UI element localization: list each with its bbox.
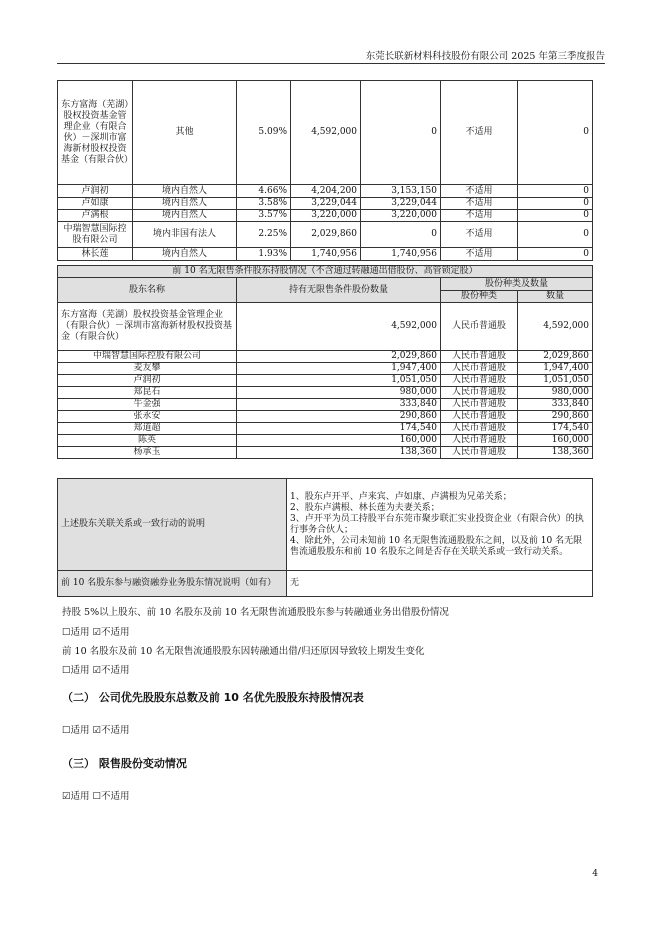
unrestricted-shareholders-table <box>57 265 593 459</box>
cell-qty: 0 <box>518 222 593 248</box>
unrestricted-row <box>58 375 593 387</box>
relationship-line: 4、除此外，公司未知前 10 名无限售流通股股东之间，以及前 10 名无限售流通股股东和前 10 名股东之间是否存在关联关系或一致行动关系。 <box>290 535 583 557</box>
cell-qty: 0 <box>518 81 593 185</box>
cell-shares: 1,947,400 <box>237 363 441 375</box>
cell-shares: 4,592,000 <box>291 81 361 185</box>
unrestricted-row <box>58 423 593 435</box>
col-header-type-group: 股份种类及数量 <box>441 278 593 291</box>
cell-name: 张永安 <box>58 411 237 423</box>
margin-trading-label: 前 10 名股东参与融资融券业务股东情况说明（如有） <box>58 571 287 597</box>
cell-nature: 境内自然人 <box>133 210 237 222</box>
top10-shareholders-table <box>57 80 593 261</box>
cell-restricted: 1,740,956 <box>361 248 441 261</box>
section-restricted-shares-title: （三） 限售股份变动情况 <box>62 757 187 770</box>
margin-trading-value: 无 <box>287 571 593 597</box>
cell-qty: 2,029,860 <box>518 351 593 363</box>
cell-pct: 4.66% <box>237 185 291 198</box>
cell-shares: 174,540 <box>237 423 441 435</box>
cell-type: 人民币普通股 <box>441 387 518 399</box>
cell-restricted: 3,229,044 <box>361 198 441 210</box>
cell-qty: 1,051,050 <box>518 375 593 387</box>
unrestricted-row <box>58 387 593 399</box>
unrestricted-row <box>58 399 593 411</box>
cell-type: 人民币普通股 <box>441 435 518 447</box>
cell-type: 人民币普通股 <box>441 447 518 459</box>
cell-restricted: 3,220,000 <box>361 210 441 222</box>
cell-pledge: 不适用 <box>441 198 518 210</box>
col-header-name: 股东名称 <box>58 278 237 303</box>
relationship-description <box>287 479 593 571</box>
col-header-type: 股份种类 <box>441 291 518 303</box>
cell-name: 卢如康 <box>58 198 133 210</box>
cell-qty: 0 <box>518 248 593 261</box>
cell-nature: 境内非国有法人 <box>133 222 237 248</box>
cell-pct: 3.58% <box>237 198 291 210</box>
unrestricted-row <box>58 363 593 375</box>
cell-shares: 138,360 <box>237 447 441 459</box>
shareholder-row <box>58 198 593 210</box>
relationship-table <box>57 478 593 597</box>
cell-type: 人民币普通股 <box>441 351 518 363</box>
cell-name: 林长莲 <box>58 248 133 261</box>
cell-qty: 333,840 <box>518 399 593 411</box>
cell-pledge: 不适用 <box>441 81 518 185</box>
cell-shares: 2,029,860 <box>291 222 361 248</box>
lending-change-checkbox: ☐适用 ☑不适用 <box>62 665 130 676</box>
cell-shares: 2,029,860 <box>237 351 441 363</box>
unrestricted-row <box>58 447 593 459</box>
cell-nature: 境内自然人 <box>133 198 237 210</box>
cell-name: 卢润初 <box>58 185 133 198</box>
page-number: 4 <box>592 869 598 879</box>
cell-name: 麦友攀 <box>58 363 237 375</box>
cell-qty: 0 <box>518 210 593 222</box>
cell-shares: 160,000 <box>237 435 441 447</box>
lending-change-paragraph: 前 10 名股东及前 10 名无限售流通股股东因转融通出借/归还原因导致较上期发生变化 <box>62 646 425 657</box>
cell-type: 人民币普通股 <box>441 363 518 375</box>
cell-shares: 333,840 <box>237 399 441 411</box>
cell-name: 杨承玉 <box>58 447 237 459</box>
cell-type: 人民币普通股 <box>441 399 518 411</box>
lending-checkbox: ☐适用 ☑不适用 <box>62 627 130 638</box>
cell-qty: 0 <box>518 198 593 210</box>
cell-shares: 980,000 <box>237 387 441 399</box>
relationship-label: 上述股东关联关系或一致行动的说明 <box>58 479 287 571</box>
preferred-checkbox: ☐适用 ☑不适用 <box>62 725 130 736</box>
cell-type: 人民币普通股 <box>441 303 518 351</box>
cell-name: 卢润初 <box>58 375 237 387</box>
shareholder-row <box>58 210 593 222</box>
cell-name: 中瑞智慧国际控股有限公司 <box>58 351 237 363</box>
cell-pct: 5.09% <box>237 81 291 185</box>
relationship-line: 1、股东卢开平、卢来宾、卢如康、卢满根为兄弟关系； <box>290 491 512 502</box>
cell-shares: 4,204,200 <box>291 185 361 198</box>
section-preferred-shares-title: （二） 公司优先股股东总数及前 10 名优先股股东持股情况表 <box>62 691 364 704</box>
cell-shares: 290,860 <box>237 411 441 423</box>
cell-qty: 138,360 <box>518 447 593 459</box>
cell-shares: 1,740,956 <box>291 248 361 261</box>
cell-qty: 980,000 <box>518 387 593 399</box>
unrestricted-row <box>58 303 593 351</box>
cell-name: 牛金强 <box>58 399 237 411</box>
cell-type: 人民币普通股 <box>441 411 518 423</box>
lending-paragraph: 持股 5%以上股东、前 10 名股东及前 10 名无限售流通股股东参与转融通业务出借股份情况 <box>62 607 449 618</box>
unrestricted-table-title: 前 10 名无限售条件股东持股情况（不含通过转融通出借股份、高管锁定股） <box>58 266 593 278</box>
cell-pledge: 不适用 <box>441 222 518 248</box>
cell-pct: 3.57% <box>237 210 291 222</box>
cell-name: 郑道超 <box>58 423 237 435</box>
cell-name: 中瑞智慧国际控股有限公司 <box>58 222 133 248</box>
shareholder-row <box>58 81 593 185</box>
cell-name: 东方富海（芜湖）股权投资基金管理企业（有限合伙）－深圳市富海新材股权投资基金（有限合伙） <box>58 81 133 185</box>
cell-shares: 3,229,044 <box>291 198 361 210</box>
cell-shares: 1,051,050 <box>237 375 441 387</box>
cell-qty: 290,860 <box>518 411 593 423</box>
cell-pct: 1.93% <box>237 248 291 261</box>
cell-pledge: 不适用 <box>441 248 518 261</box>
cell-shares: 4,592,000 <box>237 303 441 351</box>
restricted-checkbox: ☑适用 ☐不适用 <box>62 791 130 802</box>
cell-restricted: 3,153,150 <box>361 185 441 198</box>
cell-pledge: 不适用 <box>441 185 518 198</box>
cell-restricted: 0 <box>361 81 441 185</box>
cell-shares: 3,220,000 <box>291 210 361 222</box>
cell-name: 陈英 <box>58 435 237 447</box>
cell-qty: 4,592,000 <box>518 303 593 351</box>
relationship-line: 3、卢开平为员工持股平台东莞市聚步联汇实业投资企业（有限合伙）的执行事务合伙人； <box>290 513 584 535</box>
cell-restricted: 0 <box>361 222 441 248</box>
cell-nature: 境内自然人 <box>133 185 237 198</box>
shareholder-row <box>58 248 593 261</box>
shareholder-row <box>58 222 593 248</box>
unrestricted-row <box>58 411 593 423</box>
unrestricted-row <box>58 435 593 447</box>
cell-name: 卢满根 <box>58 210 133 222</box>
unrestricted-row <box>58 351 593 363</box>
cell-qty: 160,000 <box>518 435 593 447</box>
cell-qty: 1,947,400 <box>518 363 593 375</box>
cell-type: 人民币普通股 <box>441 423 518 435</box>
cell-pledge: 不适用 <box>441 210 518 222</box>
header-rule <box>57 63 605 64</box>
report-header: 东莞长联新材料科技股份有限公司 2025 年第三季度报告 <box>365 51 605 62</box>
relationship-line: 2、股东卢满根、林长莲为夫妻关系； <box>290 502 440 513</box>
cell-pct: 2.25% <box>237 222 291 248</box>
col-header-qty: 数量 <box>518 291 593 303</box>
cell-qty: 174,540 <box>518 423 593 435</box>
cell-name: 郑昆石 <box>58 387 237 399</box>
cell-name: 东方富海（芜湖）股权投资基金管理企业（有限合伙）－深圳市富海新材股权投资基金（有限合伙） <box>58 303 237 351</box>
cell-type: 人民币普通股 <box>441 375 518 387</box>
cell-nature: 其他 <box>133 81 237 185</box>
cell-qty: 0 <box>518 185 593 198</box>
col-header-shares: 持有无限售条件股份数量 <box>237 278 441 303</box>
cell-nature: 境内自然人 <box>133 248 237 261</box>
shareholder-row <box>58 185 593 198</box>
